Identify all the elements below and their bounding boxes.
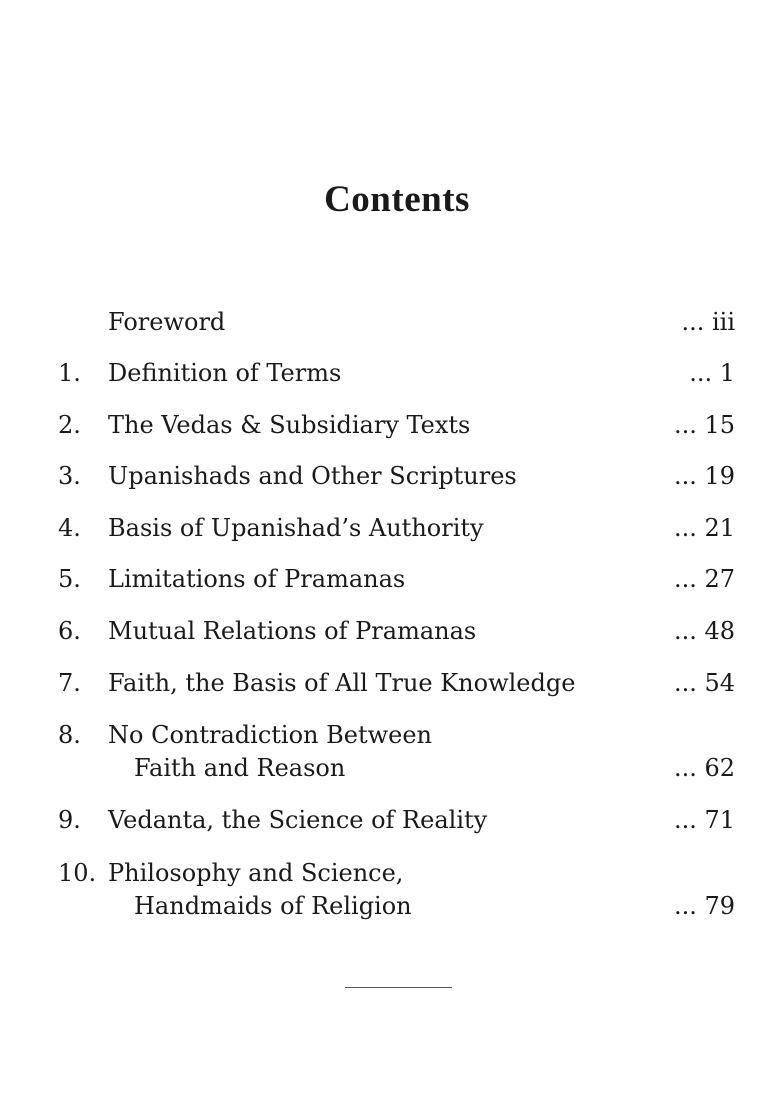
entry-number: 8.: [58, 721, 81, 749]
entry-title: Definition of Terms: [108, 359, 342, 387]
entry-page: ... 19: [673, 462, 735, 490]
entry-title-line2: Handmaids of Religion: [134, 892, 412, 920]
entry-title: Philosophy and Science,: [108, 859, 404, 887]
page-title: Contents: [324, 179, 470, 220]
entry-title: Vedanta, the Science of Reality: [108, 806, 488, 834]
entry-page: ... 71: [673, 806, 735, 834]
entry-title: Basis of Upanishad’s Authority: [108, 514, 484, 542]
entry-number: 9.: [58, 806, 81, 834]
entry-page: ... 21: [673, 514, 735, 542]
entry-number: 5.: [58, 565, 81, 593]
entry-page: ... 54: [673, 669, 735, 697]
entry-number: 7.: [58, 669, 81, 697]
entry-page: ... iii: [681, 308, 735, 336]
entry-page: ... 62: [673, 754, 735, 782]
entry-title: Faith, the Basis of All True Knowledge: [108, 669, 576, 697]
entry-title: Foreword: [108, 308, 226, 336]
entry-page: ... 1: [689, 359, 735, 387]
entry-title: Limitations of Pramanas: [108, 565, 406, 593]
entry-number: 2.: [58, 411, 81, 439]
entry-title-line2: Faith and Reason: [134, 754, 346, 782]
entry-number: 3.: [58, 462, 81, 490]
entry-number: 6.: [58, 617, 81, 645]
entry-title: No Contradiction Between: [108, 721, 432, 749]
entry-number: 4.: [58, 514, 81, 542]
entry-number: 1.: [58, 359, 81, 387]
end-rule-divider: [345, 987, 452, 988]
entry-page: ... 27: [673, 565, 735, 593]
entry-title: Upanishads and Other Scriptures: [108, 462, 517, 490]
entry-title: Mutual Relations of Pramanas: [108, 617, 477, 645]
entry-page: ... 79: [673, 892, 735, 920]
entry-page: ... 48: [673, 617, 735, 645]
entry-number: 10.: [58, 859, 97, 887]
entry-title: The Vedas & Subsidiary Texts: [108, 411, 471, 439]
entry-page: ... 15: [673, 411, 735, 439]
